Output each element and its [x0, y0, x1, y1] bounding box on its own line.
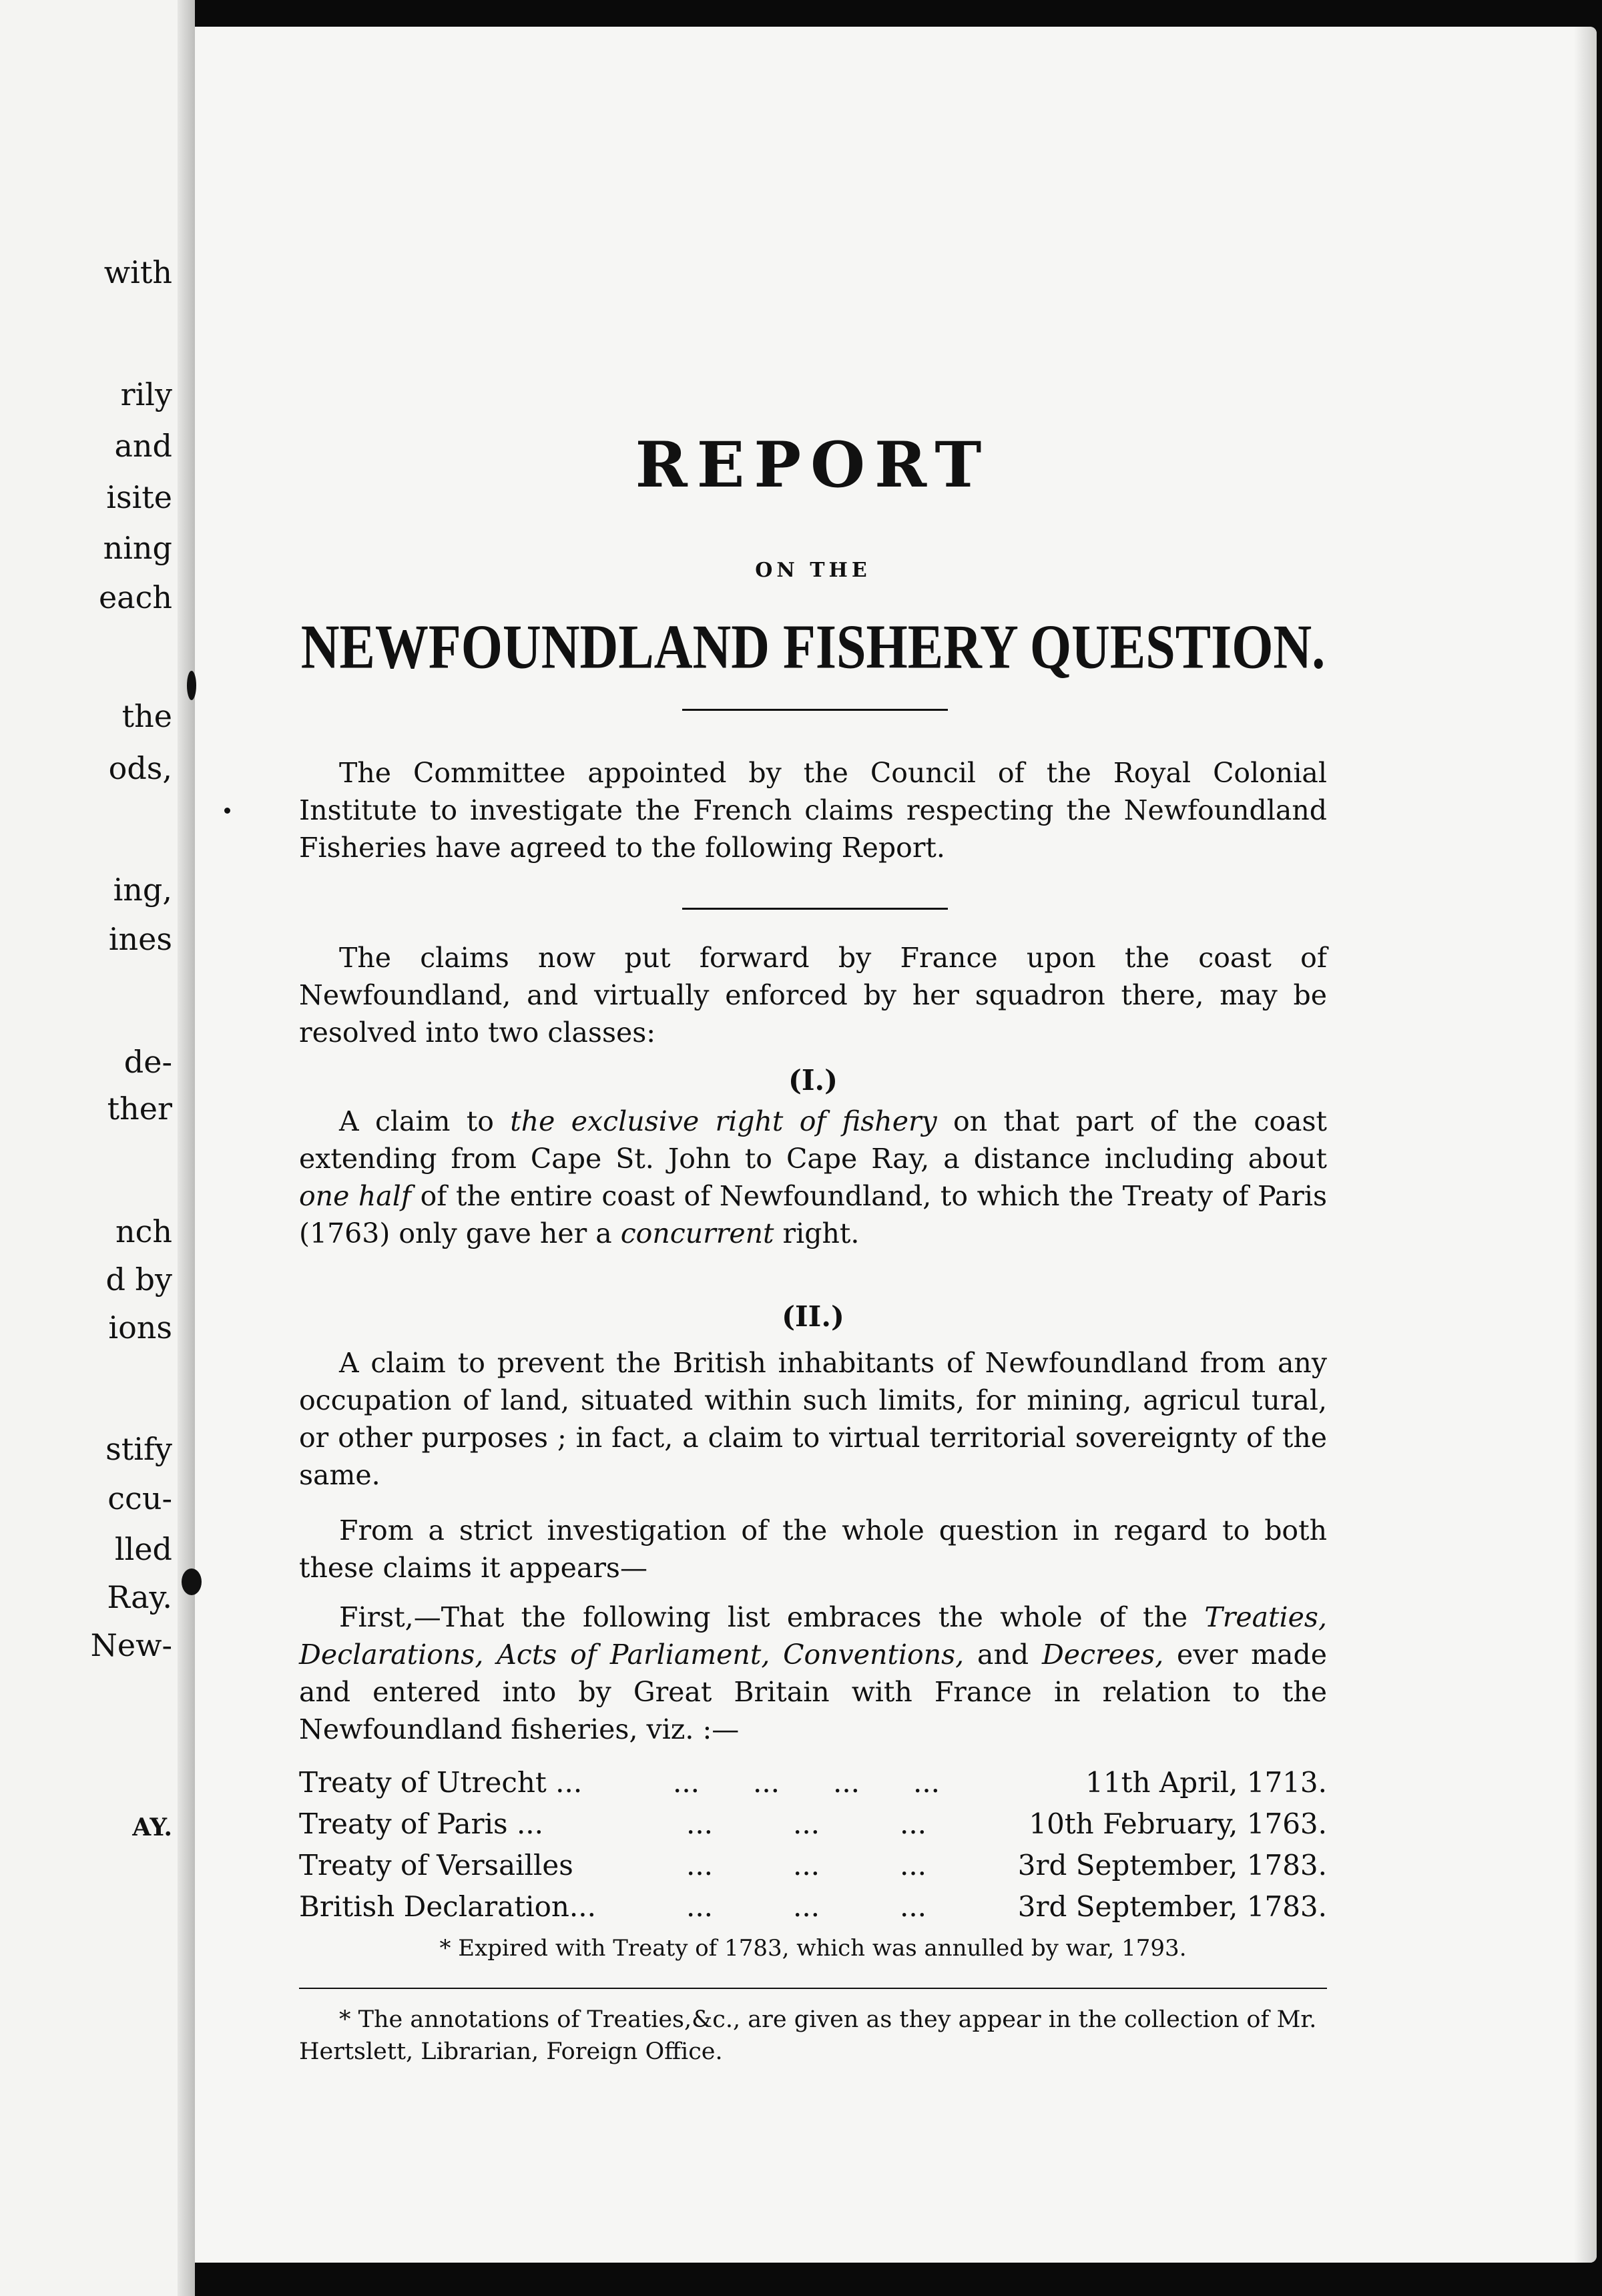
investigation-paragraph: From a strict investigation of the whole question in regard to both these claims it appears—: [299, 1514, 1327, 1584]
ink-dot: [224, 808, 230, 814]
leader-dots: ... ... ...: [686, 1890, 927, 1923]
claim1-paragraph: A claim to the exclusive right of fishery on that part of the coast extending from Cape St. John to Cape Ray, a distance including about one half of the entire coast of Newfoundland, to which the Treaty of Paris (1763) only gave her a concurrent right.: [299, 1105, 1327, 1249]
treaty-name: Treaty of Utrecht ...: [299, 1766, 583, 1799]
treaty-date: 3rd September, 1783.: [1017, 1849, 1327, 1882]
claim2-paragraph: A claim to prevent the British inhabitants of Newfoundland from any occupation of land, situated within such limits, for mining, agricul tural, or other purposes ; in fact, a claim to virtual territorial sovereignty of the same.: [299, 1347, 1327, 1491]
left-text-line: rily: [120, 376, 172, 412]
left-page-fragment: [0, 0, 195, 2296]
left-text-line: ning: [103, 530, 172, 566]
treaty-row: [299, 1762, 1327, 1803]
left-text-line: with: [103, 254, 172, 290]
report-page: [195, 27, 1597, 2263]
left-text-line: ccu-: [107, 1480, 172, 1516]
treaty-name: Treaty of Paris ...: [299, 1807, 544, 1840]
page-edge: [1574, 27, 1597, 2263]
intro-paragraph: The Committee appointed by the Council of the Royal Colonial Institute to investigate the French claims respecting the Newfoundland Fisheries have agreed to the following Report.: [299, 757, 1327, 864]
treaty-name: Treaty of Versailles: [299, 1849, 573, 1882]
left-text-line: ing,: [113, 872, 172, 908]
treaty-list: [299, 1762, 1327, 1928]
page-gutter: [178, 0, 195, 2296]
left-text-line: Ray.: [107, 1579, 172, 1615]
treaty-date: 3rd September, 1783.: [1017, 1890, 1327, 1923]
leader-dots: ... ... ...: [686, 1849, 927, 1882]
title-rule: [682, 709, 948, 711]
leader-dots: ... ... ...: [686, 1807, 927, 1840]
binding-mark: [187, 671, 196, 700]
left-text-line: ines: [108, 921, 172, 957]
left-text-line: the: [121, 698, 172, 734]
treaty-date: 11th April, 1713.: [1085, 1766, 1327, 1799]
claims-intro-paragraph: The claims now put forward by France upon the coast of Newfoundland, and virtually enforced by her squadron there, may be resolved into two classes:: [299, 942, 1327, 1049]
footnote-text: * The annotations of Treaties,&c., are given as they appear in the collection of Mr. Hertslett, Librarian, Foreign Office.: [299, 2006, 1317, 2065]
page-subtitle: NEWFOUNDLAND FISHERY QUESTION.: [300, 613, 1326, 682]
left-text-line: ions: [108, 1310, 172, 1346]
claim1-heading: (I.): [788, 1064, 838, 1097]
binding-mark: [182, 1568, 202, 1595]
leader-dots: ... ... ... ...: [672, 1766, 941, 1799]
treaty-row: [299, 1845, 1327, 1886]
expired-note: * Expired with Treaty of 1783, which was annulled by war, 1793.: [439, 1935, 1187, 1962]
left-text-line: stify: [105, 1431, 172, 1467]
left-text-line: de-: [123, 1044, 172, 1080]
left-text-line: New-: [90, 1627, 172, 1663]
left-text-line: and: [114, 428, 172, 464]
left-text-line: nch: [115, 1213, 172, 1249]
section-rule: [682, 908, 948, 910]
claim2-heading: (II.): [782, 1300, 844, 1333]
first-paragraph: First,—That the following list embraces the whole of the Treaties, Declarations, Acts of Parliament, Conventions, and Decrees, ever made and entered into by Great Britain with France in relation to the Newfoundland fisheries, viz. :—: [299, 1601, 1327, 1745]
left-text-line: each: [98, 579, 172, 615]
title-connector: ON THE: [755, 559, 871, 582]
left-text-line: d by: [105, 1261, 172, 1298]
left-text-line: lled: [114, 1531, 172, 1567]
footnote: [299, 2004, 1327, 2068]
left-text-line: ther: [107, 1091, 172, 1127]
treaty-date: 10th February, 1763.: [1029, 1807, 1327, 1840]
footnote-rule: [299, 1988, 1327, 1989]
left-text-line: ods,: [108, 750, 172, 786]
page-title: REPORT: [635, 428, 991, 502]
treaty-name: British Declaration...: [299, 1890, 596, 1923]
treaty-row: [299, 1886, 1327, 1928]
left-text-line: AY.: [132, 1813, 172, 1841]
treaty-row: [299, 1803, 1327, 1845]
left-text-line: isite: [106, 479, 172, 515]
